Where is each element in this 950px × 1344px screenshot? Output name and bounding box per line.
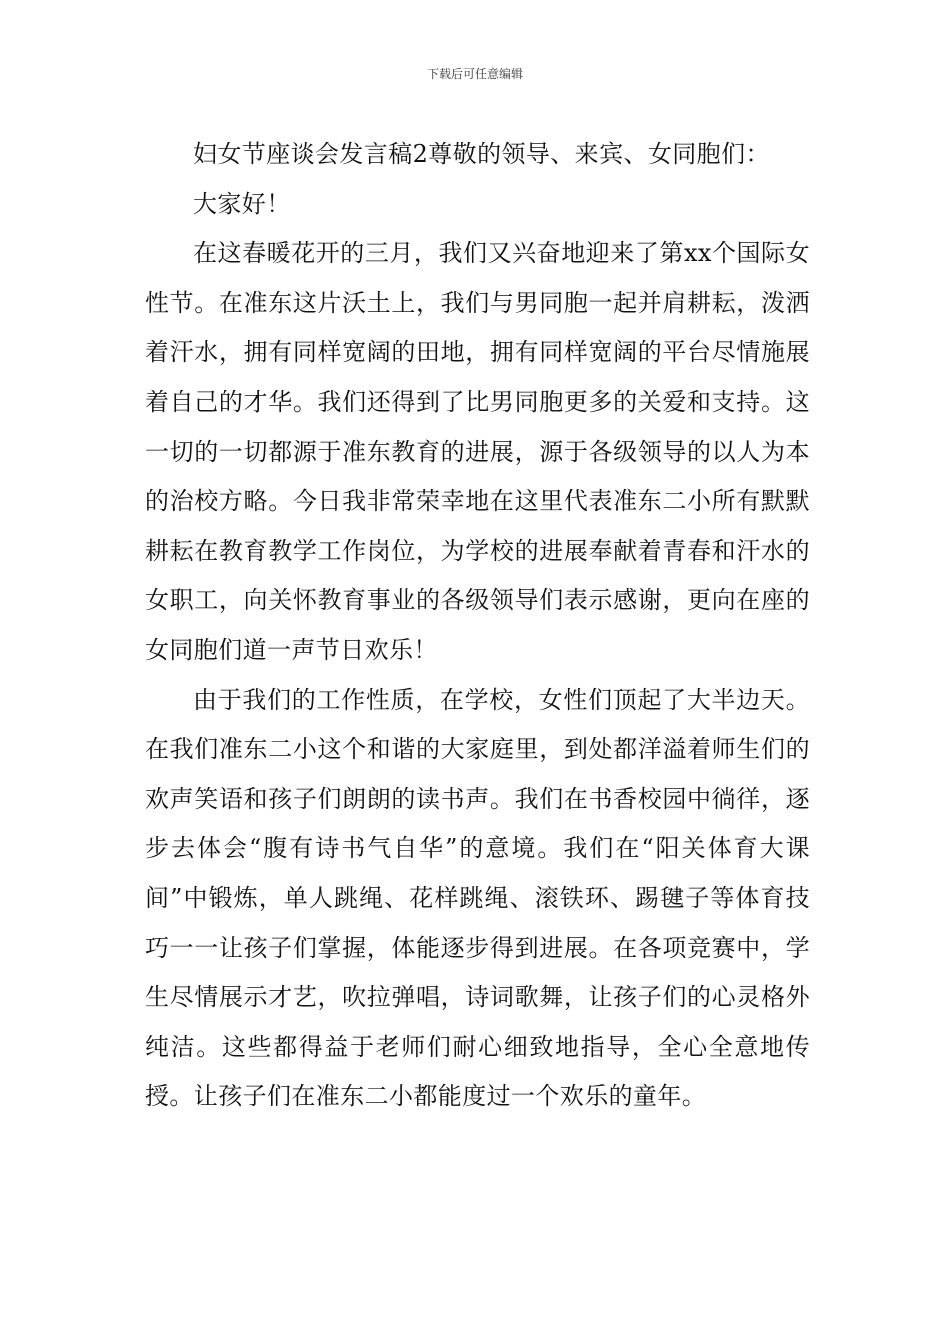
body-paragraph: 在这春暖花开的三月，我们又兴奋地迎来了第xx个国际女性节。在准东这片沃土上，我们与男同胞一起并肩耕耘，泼洒着汗水，拥有同样宽阔的田地，拥有同样宽阔的平台尽情施展着自己的才华。我们还得到了比男同胞更多的关爱和支持。这一切的一切都源于准东教育的进展，源于各级领导的以人为本的治校方略。今日我非常荣幸地在这里代表准东二小所有默默耕耘在教育教学工作岗位，为学校的进展奉献着青春和汗水的女职工，向关怀教育事业的各级领导们表示感谢，更向在座的女同胞们道一声节日欢乐！ [145,239,810,664]
body-paragraph: 由于我们的工作性质，在学校，女性们顶起了大半边天。在我们准东二小这个和谐的大家庭里，到处都洋溢着师生们的欢声笑语和孩子们朗朗的读书声。我们在书香校园中徜徉，逐步去体会“腹有诗书气自华”的意境。我们在“阳关体育大课间”中锻炼，单人跳绳、花样跳绳、滚铁环、踢毽子等体育技巧一一让孩子们掌握，体能逐步得到进展。在各项竞赛中，学生尽情展示才艺，吹拉弹唱，诗词歌舞，让孩子们的心灵格外纯洁。这些都得益于老师们耐心细致地指导，全心全意地传授。让孩子们在准东二小都能度过一个欢乐的童年。 [145,685,810,1111]
document-body [145,130,810,1122]
page-header: 下载后可任意编辑 [426,67,523,81]
greeting-paragraph: 大家好！ [193,189,291,218]
title-paragraph: 妇女节座谈会发言稿2尊敬的领导、来宾、女同胞们： [193,140,770,168]
